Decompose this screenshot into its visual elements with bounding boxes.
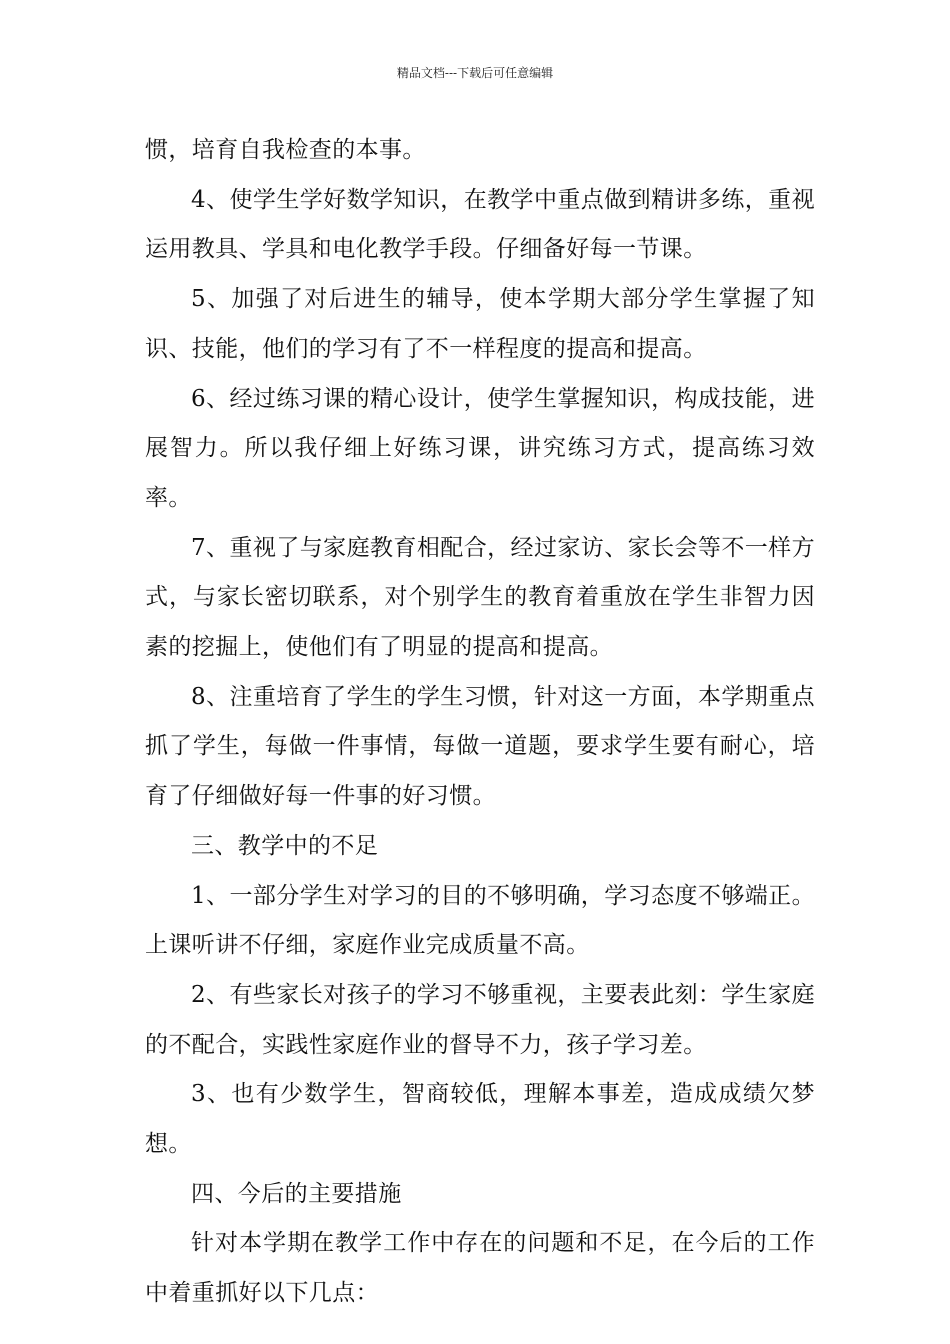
document-body bbox=[145, 126, 815, 1319]
paragraph-item-7: 7、重视了与家庭教育相配合，经过家访、家长会等不一样方式，与家长密切联系，对个别学生的教育着重放在学生非智力因素的挖掘上，使他们有了明显的提高和提高。 bbox=[145, 534, 815, 661]
paragraph-shortcoming-2: 2、有些家长对孩子的学习不够重视，主要表此刻：学生家庭的不配合，实践性家庭作业的督导不力，孩子学习差。 bbox=[145, 981, 815, 1058]
paragraph-item-8: 8、注重培育了学生的学生习惯，针对这一方面，本学期重点抓了学生，每做一件事情，每做一道题，要求学生要有耐心，培育了仔细做好每一件事的好习惯。 bbox=[145, 683, 815, 810]
paragraph-shortcoming-1: 1、一部分学生对学习的目的不够明确，学习态度不够端正。上课听讲不仔细，家庭作业完成质量不高。 bbox=[145, 882, 815, 959]
paragraph-item-6: 6、经过练习课的精心设计，使学生掌握知识，构成技能，进展智力。所以我仔细上好练习课，讲究练习方式，提高练习效率。 bbox=[145, 385, 815, 511]
section-heading-4: 四、今后的主要措施 bbox=[191, 1180, 402, 1207]
section-heading-3: 三、教学中的不足 bbox=[191, 832, 379, 859]
paragraph-item-4: 4、使学生学好数学知识，在教学中重点做到精讲多练，重视运用教具、学具和电化教学手段。仔细备好每一节课。 bbox=[145, 186, 815, 263]
paragraph-continuation: 惯，培育自我检查的本事。 bbox=[145, 137, 426, 163]
paragraph-item-5: 5、加强了对后进生的辅导，使本学期大部分学生掌握了知识、技能，他们的学习有了不一样程度的提高和提高。 bbox=[145, 286, 815, 362]
page-header: 精品文档---下载后可任意编辑 bbox=[396, 66, 554, 80]
paragraph-shortcoming-3: 3、也有少数学生，智商较低，理解本事差，造成成绩欠梦想。 bbox=[145, 1081, 815, 1158]
paragraph-measures-intro: 针对本学期在教学工作中存在的问题和不足，在今后的工作中着重抓好以下几点： bbox=[145, 1230, 815, 1307]
